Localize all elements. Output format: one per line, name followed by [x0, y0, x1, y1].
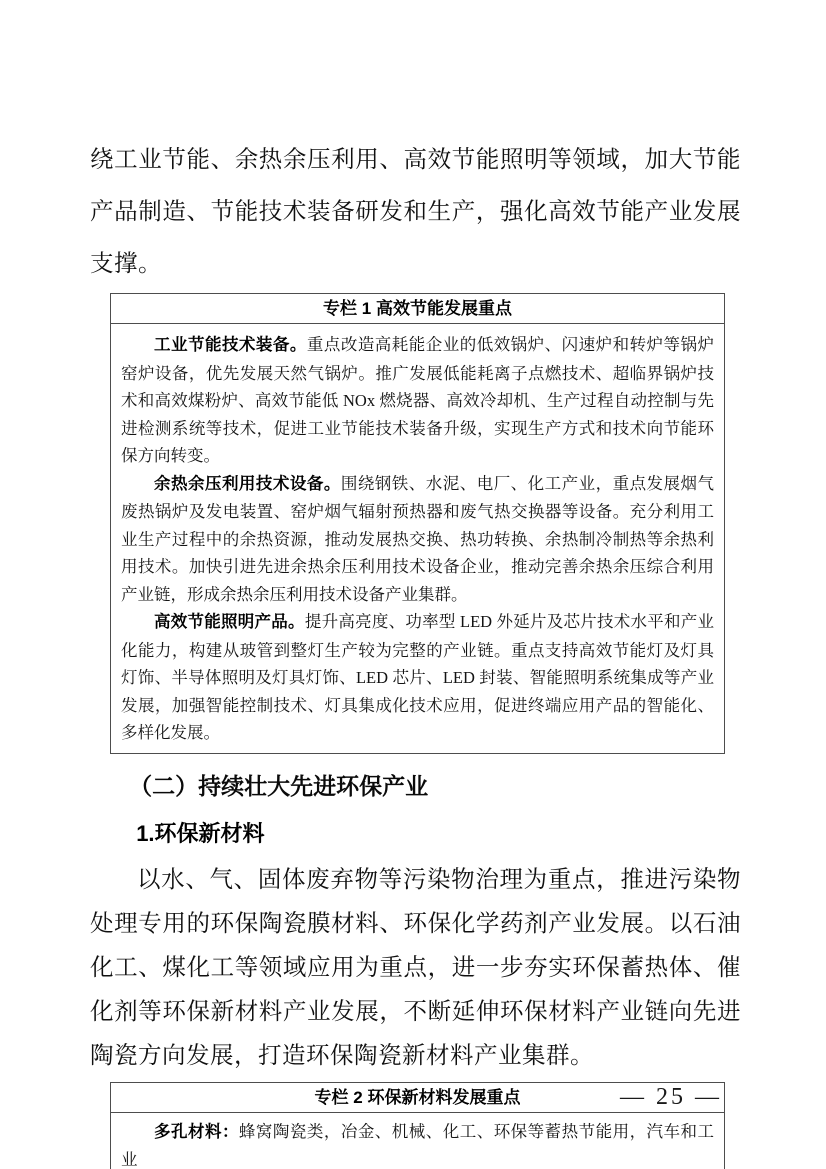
box2-paragraph-porous-materials	[121, 1118, 714, 1169]
intro-paragraph: 绕工业节能、余热余压利用、高效节能照明等领域，加大节能产品制造、节能技术装备研发和生产，强化高效节能产业发展支撑。	[90, 147, 741, 277]
subsection-heading-new-materials: 1.环保新材料	[136, 820, 265, 846]
box1-paragraph-3-lead: 高效节能照明产品。	[154, 613, 305, 631]
box1-paragraph-1-text: 重点改造高耗能企业的低效锅炉、闪速炉和转炉等锅炉窑炉设备，优先发展天然气锅炉。推广发展低能耗离子点燃技术、超临界锅炉技术和高效煤粉炉、高效节能低 NOx 燃烧器、高效冷却机、生产过程自动控制与先进检测系统等技术，促进工业节能技术装备升级，实现生产方式和技术向节能环保方向转变。	[121, 335, 714, 465]
column-box-2-body	[111, 1113, 724, 1169]
box1-paragraph-3-text: 提升高亮度、功率型 LED 外延片及芯片技术水平和产业化能力，构建从玻管到整灯生产较为完整的产业链。重点支持高效节能灯及灯具灯饰、半导体照明及灯具灯饰、LED 芯片、LED 封装、智能照明系统集成等产业发展，加强智能控制技术、灯具集成化技术应用，促进终端应用产品的智能化、多样化发展。	[121, 612, 715, 742]
box2-paragraph-1-text: 蜂窝陶瓷类，冶金、机械、化工、环保等蓄热节能用，汽车和工业	[121, 1121, 714, 1169]
box2-paragraph-1-lead: 多孔材料：	[154, 1122, 239, 1141]
box1-paragraph-2-text: 围绕钢铁、水泥、电厂、化工产业，重点发展烟气废热锅炉及发电装置、窑炉烟气辐射预热器和废气热交换器等设备。充分利用工业生产过程中的余热资源，推动发展热交换、热功转换、余热制冷制热等余热利用技术。加快引进先进余热余压利用技术设备企业，推动完善余热余压综合利用产业链，形成余热余压利用技术设备产业集群。	[121, 473, 714, 604]
page-number: — 25 —	[620, 1084, 722, 1110]
column-box-1-title: 专栏 1 高效节能发展重点	[111, 294, 724, 324]
column-box-1-body	[111, 324, 724, 753]
column-box-2-title: 专栏 2 环保新材料发展重点	[111, 1083, 724, 1113]
box1-paragraph-waste-heat	[121, 470, 714, 609]
box1-paragraph-industrial-equipment	[121, 331, 714, 470]
section-heading-environmental-industry: （二）持续壮大先进环保产业	[129, 773, 429, 799]
box1-paragraph-lighting	[121, 608, 714, 747]
box1-paragraph-2-lead: 余热余压利用技术设备。	[154, 474, 341, 493]
column-box-1	[110, 293, 725, 754]
box1-paragraph-1-lead: 工业节能技术装备。	[154, 336, 307, 354]
body-paragraph-new-materials: 以水、气、固体废弃物等污染物治理为重点，推进污染物处理专用的环保陶瓷膜材料、环保化学药剂产业发展。以石油化工、煤化工等领域应用为重点，进一步夯实环保蓄热体、催化剂等环保新材料产业发展，不断延伸环保材料产业链向先进陶瓷方向发展，打造环保陶瓷新材料产业集群。	[90, 866, 741, 1069]
page-content	[90, 134, 741, 1169]
